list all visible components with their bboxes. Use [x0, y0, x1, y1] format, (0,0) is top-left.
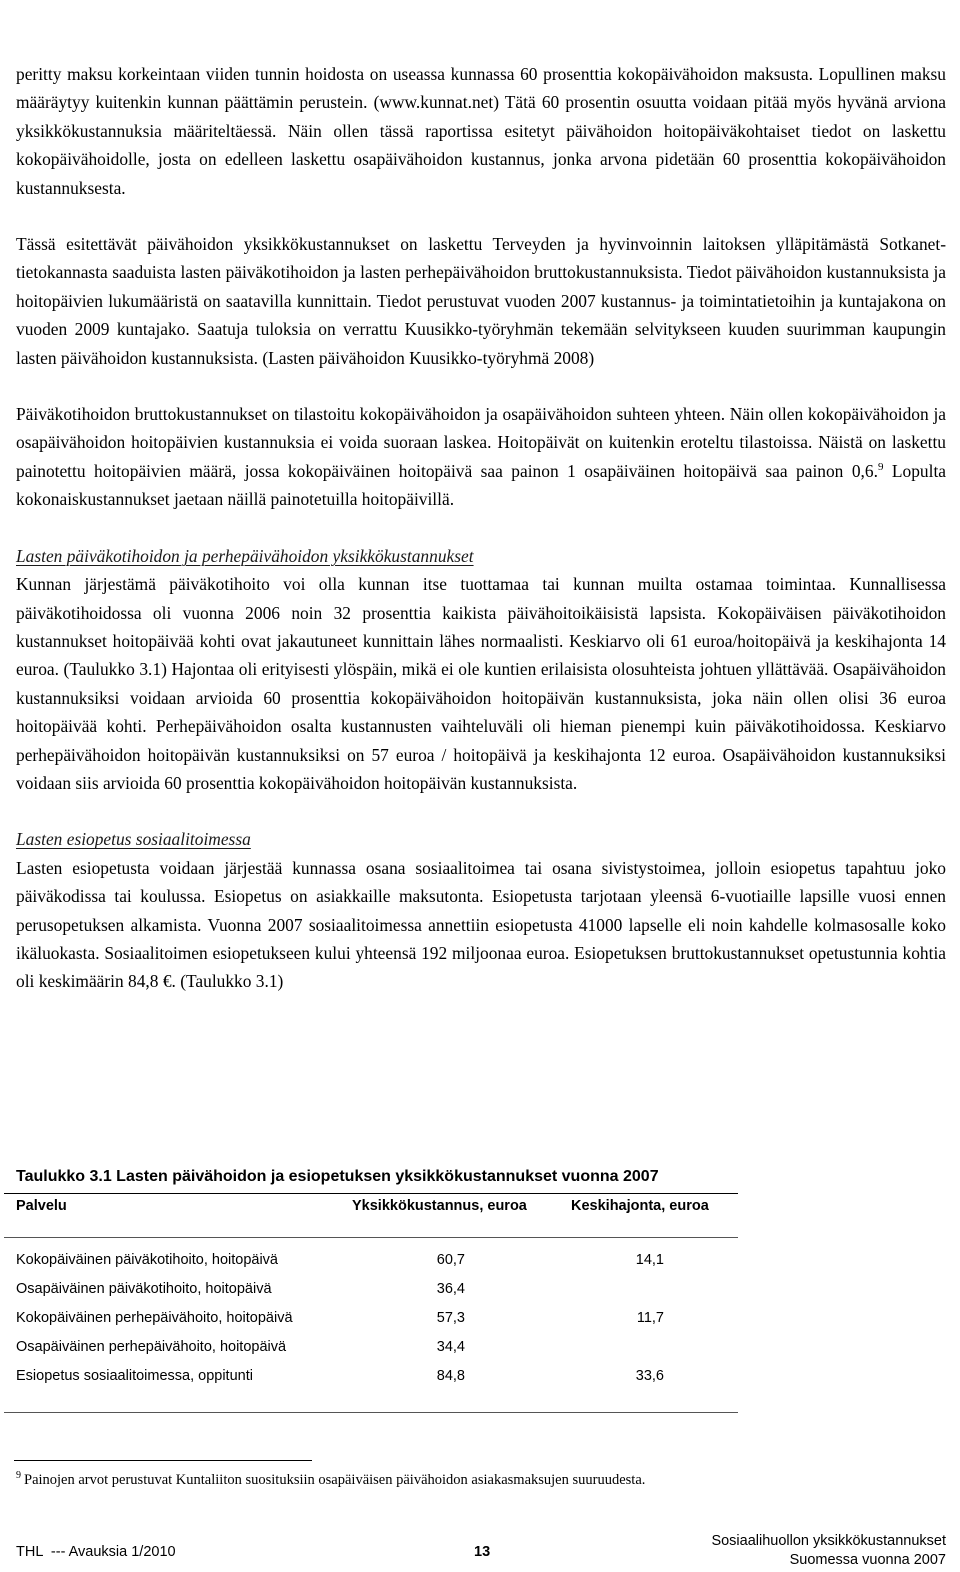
table-cell-std-dev: 33,6 — [635, 1368, 664, 1384]
table-cell-service: Osapäiväinen päiväkotihoito, hoitopäivä — [16, 1281, 272, 1297]
table-cell-std-dev: 11,7 — [636, 1310, 664, 1326]
table-row — [0, 1281, 740, 1301]
footer-title-line-1: Sosiaalihuollon yksikkökustannukset — [711, 1533, 946, 1549]
paragraph-2: Tässä esitettävät päivähoidon yksikkökustannukset on laskettu Terveyden ja hyvinvoinnin laitoksen ylläpitämästä Sotkanet-tietokannasta saaduista lasten päiväkotihoidon ja lasten perhepäivähoidon bruttokustannuksista. Tiedot päivähoidon kustannuksista ja hoitopäivien lukumääristä on saatavilla kunnittain. Tiedot perustuvat vuoden 2007 kustannus- ja toimintatietoihin ja kuntajakona on vuoden 2009 kuntajako. Saatuja tuloksia on verrattu Kuusikko-työryhmän tekemään selvitykseen kuuden suurimman kaupungin lasten päivähoidon kustannuksista. (Lasten päivähoidon Kuusikko-työryhmä 2008) — [16, 234, 946, 368]
table-cell-unit-cost: 60,7 — [436, 1252, 465, 1268]
table-cell-service: Kokopäiväinen perhepäivähoito, hoitopäivä — [16, 1310, 293, 1326]
table-cell-unit-cost: 57,3 — [436, 1310, 465, 1326]
table-cell-service: Osapäiväinen perhepäivähoito, hoitopäivä — [16, 1339, 287, 1355]
paragraph-3-text: Päiväkotihoidon bruttokustannukset on tilastoitu kokopäivähoidon ja osapäivähoidon suhteen yhteen. Näin ollen kokopäivähoidon ja osapäivähoidon hoitopäivien kustannuksia ei voida suoraan laskea. Hoitopäivät on kuitenkin eroteltu tilastoissa. Näistä on laskettu painotettu hoitopäivien määrä, jossa kokopäiväinen hoitopäivä saa painon 1 osapäiväinen hoitopäivä saa painon 0,6. — [16, 404, 946, 481]
footer-title — [711, 1532, 946, 1570]
footnote-reference: 9 — [877, 460, 884, 473]
section-heading-preschool: Lasten esiopetus sosiaalitoimessa — [16, 829, 251, 850]
footnote-text: Painojen arvot perustuvat Kuntaliiton suosituksiin osapäiväisen päivähoidon asiakasmaksujen suuruudesta. — [24, 1472, 646, 1488]
paragraph-3-text-end: Lopulta kokonaiskustannukset jaetaan näillä painotetuilla hoitopäivillä. — [16, 460, 946, 510]
table-cell-service: Kokopäiväinen päiväkotihoito, hoitopäivä — [16, 1252, 278, 1268]
paragraph-1: peritty maksu korkeintaan viiden tunnin hoidosta on useassa kunnassa 60 prosenttia kokopäivähoidon maksusta. Lopullinen maksu määräytyy kuitenkin kunnan päättämin perustein. (www.kunnat.net) Tätä 60 prosentin osuutta voidaan pitää myös hyvänä arviona yksikkökustannuksia määriteltäessä. Näin ollen tässä raportissa esitetyt päivähoidon hoitopäiväkohtaiset tiedot on laskettu kokopäivähoidolle, josta on edelleen laskettu osapäivähoidon kustannus, jonka arvona pidetään 60 prosenttia kokopäivähoidon kustannuksesta. — [16, 64, 946, 198]
table-row — [0, 1339, 740, 1359]
paragraph-4: Kunnan järjestämä päiväkotihoito voi olla kunnan itse tuottamaa tai kunnan muilta ostamaa toimintaa. Kunnallisessa päiväkotihoidossa oli vuonna 2006 noin 32 prosenttia kaikista päivähoitoikäisistä lapsista. Kokopäiväisen päiväkotihoidon kustannukset hoitopäivää kohti ovat jakautuneet kunnittain lähes normaalisti. Keskiarvo oli 61 euroa/hoitopäivä ja keskihajonta 14 euroa. (Taulukko 3.1) Hajontaa oli erityisesti ylöspäin, mikä ei ole kuntien erilaisista olosuhteista johtuen yllättävää. Osapäivähoidon kustannuksiksi voidaan arvioida 60 prosenttia kokopäivähoidon hoitopäivän kustannuksista, joka näin ollen olisi 36 euroa hoitopäivää kohti. Perhepäivähoidon osalta kustannusten vaihteluväli oli hieman pienempi kuin päiväkotihoidossa. Keskiarvo perhepäivähoidon hoitopäivän kustannuksiksi on 57 euroa / hoitopäivä ja keskihajonta 12 euroa. Osapäivähoidon kustannuksiksi voidaan siis arvioida 60 prosenttia kokopäivähoidon hoitopäivän kustannuksista. — [16, 574, 946, 793]
table-header-rule — [4, 1237, 738, 1238]
table-row — [0, 1368, 740, 1388]
table-cell-std-dev: 14,1 — [635, 1252, 664, 1268]
footer-title-line-2: Suomessa vuonna 2007 — [789, 1552, 946, 1568]
footer-publication: THL --- Avauksia 1/2010 — [16, 1544, 176, 1560]
table-bottom-rule — [4, 1412, 738, 1413]
table-cell-unit-cost: 34,4 — [436, 1339, 465, 1355]
section-heading-daycare: Lasten päiväkotihoidon ja perhepäivähoidon yksikkökustannukset — [16, 545, 474, 566]
footnote — [16, 1470, 645, 1489]
table-cell-service: Esiopetus sosiaalitoimessa, oppitunti — [16, 1368, 253, 1384]
table-cell-unit-cost: 84,8 — [436, 1368, 465, 1384]
table-row — [0, 1310, 740, 1330]
paragraph-5: Lasten esiopetusta voidaan järjestää kunnassa osana sosiaalitoimea tai osana sivistystoimea, jolloin esiopetus tapahtuu joko päiväkodissa tai koulussa. Esiopetus on asiakkaille maksutonta. Esiopetusta tarjotaan yleensä 6-vuotiaille lapsille vuosi ennen perusopetuksen alkamista. Vuonna 2007 sosiaalitoimessa annettiin esiopetusta 41000 lapselle eli noin kahdelle kolmasosalle koko ikäluokasta. Sosiaalitoimen esiopetukseen kului yhteensä 192 miljoonaa euroa. Esiopetuksen bruttokustannukset opetustunnia kohtia oli keskimäärin 84,8 €. (Taulukko 3.1) — [16, 857, 946, 992]
table-header-unit-cost: Yksikkökustannus, euroa — [352, 1198, 527, 1214]
table-header-std-dev: Keskihajonta, euroa — [571, 1198, 709, 1214]
footnote-divider — [14, 1460, 312, 1461]
table-row — [0, 1252, 740, 1272]
footnote-number: 9 — [16, 1470, 21, 1481]
table-cell-unit-cost: 36,4 — [436, 1281, 465, 1297]
table-top-rule — [4, 1193, 738, 1194]
table-header-service: Palvelu — [16, 1198, 67, 1214]
document-body — [16, 60, 946, 996]
table-caption: Taulukko 3.1 Lasten päivähoidon ja esiopetuksen yksikkökustannukset vuonna 2007 — [16, 1168, 659, 1185]
paragraph-3 — [16, 400, 946, 514]
page-number: 13 — [474, 1544, 491, 1560]
